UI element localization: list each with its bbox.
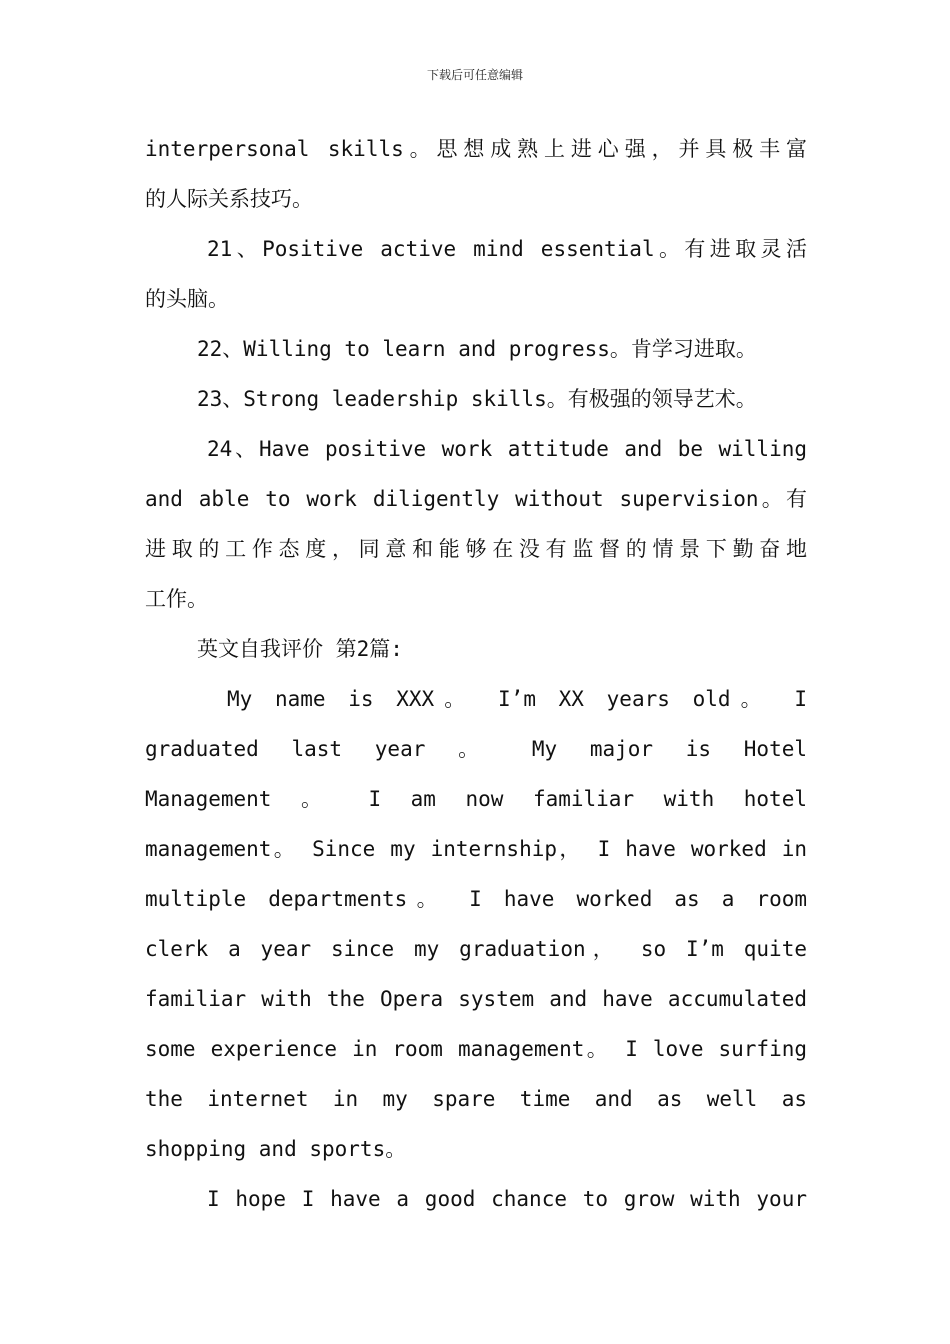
paragraph-line: the internet in my spare time and as well as [145, 1087, 807, 1111]
text-line: interpersonal skills。思想成熟上进心强，并具极丰富 [145, 137, 807, 161]
list-item-23: 23、Strong leadership skills。有极强的领导艺术。 [197, 387, 757, 411]
paragraph-line: graduated last year 。 My major is Hotel [145, 737, 807, 761]
paragraph-line: familiar with the Opera system and have accumulated [145, 987, 807, 1011]
paragraph-line: shopping and sports。 [145, 1137, 407, 1161]
paragraph-line: clerk a year since my graduation， so I’m quite [145, 937, 807, 961]
paragraph-line: My name is XXX。 I’m XX years old。 I [227, 687, 807, 711]
text-line: 工作。 [145, 587, 208, 611]
list-item-22: 22、Willing to learn and progress。肯学习进取。 [197, 337, 757, 361]
text-line: 进取的工作态度，同意和能够在没有监督的情景下勤奋地 [145, 537, 807, 561]
paragraph-line: Management 。 I am now familiar with hotel [145, 787, 807, 811]
text-line: 的头脑。 [145, 287, 229, 311]
paragraph-line: some experience in room management。 I love surfing [145, 1037, 807, 1061]
document-body [145, 124, 807, 1224]
section-heading: 英文自我评价 第2篇: [197, 637, 403, 661]
list-item-21: 21、Positive active mind essential。有进取灵活 [207, 237, 807, 261]
paragraph-line: management。 Since my internship， I have worked in [145, 837, 807, 861]
text-line: and able to work diligently without supervision。有 [145, 487, 807, 511]
paragraph-line: I hope I have a good chance to grow with your [207, 1187, 807, 1211]
paragraph-line: multiple departments。 I have worked as a room [145, 887, 807, 911]
text-line: 的人际关系技巧。 [145, 187, 313, 211]
page-header: 下载后可任意编辑 [426, 68, 523, 82]
list-item-24: 24、Have positive work attitude and be willing [207, 437, 807, 461]
